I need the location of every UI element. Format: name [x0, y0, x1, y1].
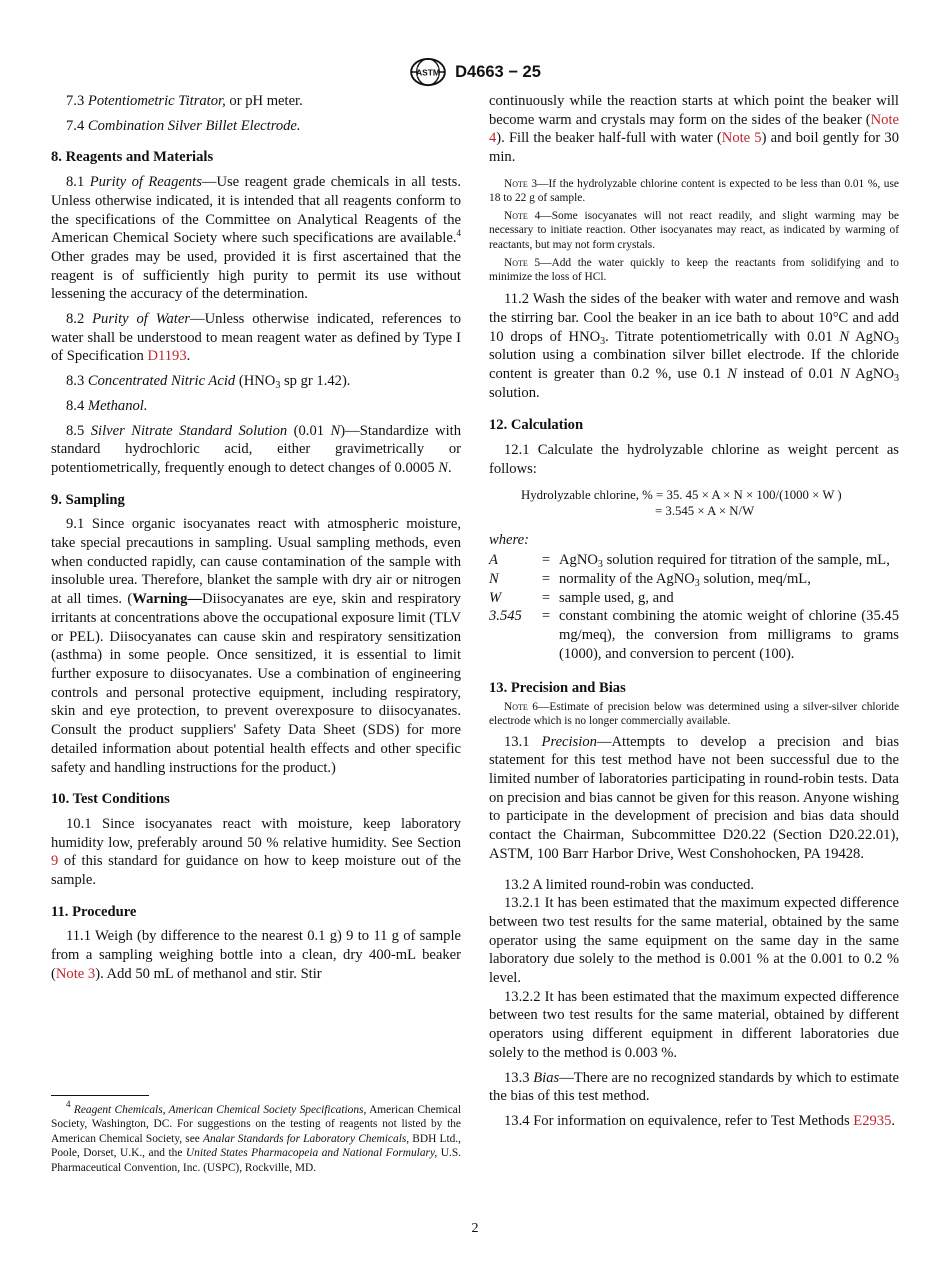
- para-13-1: 13.1 Precision—Attempts to develop a precision and bias statement for this test method have not been successful due to the limited number of laboratories participating in round-robin tests. Data on precision and bias cannot be given for this reason. Anyone wishing to participate in the development of precision and bias data should contact the Chairman, Subcommittee D20.22 (Section D20.22.01), ASTM, 100 Barr Harbor Drive, West Conshohocken, PA 19428.: [489, 733, 899, 862]
- para-13-2: 13.2 A limited round-robin was conducted.: [504, 876, 755, 893]
- definition-equals: =: [541, 608, 551, 625]
- para-12-1: 12.1 Calculate the hydrolyzable chlorine as weight percent as follows:: [489, 442, 899, 477]
- para-13-2-1: 13.2.1 It has been estimated that the maximum expected difference between two test results for the same material, obtained by the same operator using the same equipment on the same day in the same laboratory due solely to the method is 0.001 % at the 0.001 to 0.2 % level.: [489, 895, 899, 987]
- para-8-1: 8.1 Purity of Reagents—Use reagent grade chemicals in all tests. Unless otherwise indicated, it is intended that all reagents conform to the specifications of the Committee on Analytical Reagents of the American Chemical Society where such specifications are available.$^4$ Other grades may be used, provided it is first ascertained that the reagent is of sufficiently high purity to permit its use without lessening the accuracy of the determination.: [51, 174, 461, 303]
- section-heading-12: 12. Calculation: [489, 417, 584, 434]
- definition-text: constant combining the atomic weight of chlorine (35.45 mg/meq), the conversion from milligrams to grams (1000), and conversion to percent (100).: [559, 608, 899, 662]
- para-13-3: 13.3 Bias—There are no recognized standards by which to estimate the bias of this test method.: [489, 1069, 899, 1105]
- link-d1193[interactable]: D1193: [147, 348, 187, 365]
- para-9-1: 9.1 Since organic isocyanates react with atmospheric moisture, take special precautions in sampling. Usual sampling methods, even when conducted rapidly, can cause contamination of the sample with insoluble urea. Therefore, blanket the sample with dry air or nitrogen at all times. (Warning—Diisocyanates are eye, skin and respiratory irritants at concentrations above the occupational exposure limit (TLV or PEL). Diisocyanates can cause skin and respiratory sensitization (asthma) in some people. Once sensitized, it is essential to limit further exposure to diisocyanates. Use a combination of engineering controls and personal protective equipment, including respiratory, skin and eye protection, to prevent overexposure to diisocyanates. Consult the product suppliers' Safety Data Sheet (SDS) for more detailed information about potential health effects and other specific safety and handling instructions for the product.): [51, 516, 461, 776]
- para-11-1-continued: continuously while the reaction starts at which point the beaker will become warm and crystals may form on the sides of the beaker (Note 4). Fill the beaker half-full with water (Note 5) and boil gently for 30 min.: [489, 93, 899, 166]
- astm-logo-icon: [409, 57, 447, 87]
- para-11-1: 11.1 Weigh (by difference to the nearest 0.1 g) 9 to 11 g of sample from a sampling weighing bottle into a clean, dry 400-mL beaker (Note 3). Add 50 mL of methanol and stir. Stir: [51, 928, 461, 982]
- para-7-3: 7.3 Potentiometric Titrator, or pH meter.: [66, 93, 303, 109]
- definition-symbol: A: [489, 552, 498, 569]
- note-6: Note 6—Estimate of precision below was determined using a silver-silver chloride electrode which is no longer commercially available.: [489, 701, 900, 728]
- document-number: D4663 − 25: [455, 62, 541, 81]
- definition-equals: =: [541, 570, 551, 587]
- formula-line-1: Hydrolyzable chlorine, % = 35. 45 × A × N × 100/(1000 × W ): [521, 487, 842, 502]
- page-number: 2: [471, 1221, 479, 1236]
- svg-text:ASTM: ASTM: [416, 67, 441, 78]
- section-heading-13: 13. Precision and Bias: [489, 680, 626, 697]
- footnote-4: $^4$ Reagent Chemicals, American Chemical Society Specifications, American Chemical Society, Washington, DC. For suggestions on the testing of reagents not listed by the American Chemical Society, see Analar Standards for Laboratory Chemicals, BDH Ltd., Poole, Dorset, U.K., and the United States Pharmacopeia and National Formulary, U.S. Pharmaceutical Convention, Inc. (USPC), Rockville, MD.: [51, 1099, 462, 1174]
- definition-symbol: W: [489, 589, 502, 606]
- formula: [489, 487, 899, 519]
- definition-text: normality of the AgNO$_3$ solution, meq/mL,: [559, 570, 811, 589]
- left-column: [51, 92, 461, 990]
- link-note-5[interactable]: Note 5: [721, 130, 762, 147]
- para-8-3: 8.3 Concentrated Nitric Acid ($HNO_3$ sp gr 1.42).: [66, 373, 351, 392]
- definition-row: [489, 570, 899, 589]
- definition-symbol: N: [489, 570, 499, 587]
- right-column: [489, 92, 899, 1137]
- para-8-2: 8.2 Purity of Water—Unless otherwise indicated, references to water shall be understood to mean reagent water as defined by Type I of Specification D1193.: [51, 311, 461, 365]
- para-7-4: 7.4 Combination Silver Billet Electrode.: [66, 117, 301, 134]
- page-header: [0, 57, 950, 87]
- link-section-9[interactable]: 9: [51, 853, 59, 870]
- section-heading-11: 11. Procedure: [51, 903, 137, 920]
- para-13-4: 13.4 For information on equivalence, refer to Test Methods E2935.: [504, 1112, 896, 1129]
- para-8-5: 8.5 Silver Nitrate Standard Solution (0.01 N)—Standardize with standard hydrochloric acid, either gravimetrically or potentiometrically, frequently enough to detect changes of 0.0005 N.: [51, 422, 462, 476]
- note-5: Note 5—Add the water quickly to keep the reactants from solidifying and to minimize the loss of HCl.: [489, 256, 899, 284]
- para-10-1: 10.1 Since isocyanates react with moisture, keep laboratory humidity low, preferably around 50 % relative humidity. See Section 9 of this standard for guidance on how to keep moisture out of the sample.: [51, 815, 461, 889]
- link-note-4[interactable]: Note 4: [489, 111, 899, 147]
- section-heading-8: 8. Reagents and Materials: [51, 149, 214, 166]
- link-e2935[interactable]: E2935: [853, 1112, 892, 1129]
- definition-equals: =: [541, 589, 551, 606]
- section-heading-9: 9. Sampling: [51, 491, 125, 508]
- para-13-2-2: 13.2.2 It has been estimated that the maximum expected difference between two test results for the same material, obtained by different operators using different equipment in different laboratories due solely to the method is 0.003 %.: [489, 988, 899, 1061]
- definition-text: sample used, g, and: [559, 589, 674, 606]
- section-heading-10: 10. Test Conditions: [51, 791, 170, 808]
- variable-definitions: [489, 551, 899, 663]
- para-11-2: 11.2 Wash the sides of the beaker with water and remove and wash the stirring bar. Cool the beaker in an ice bath to about 10°C and add 10 drops of $HNO_3$. Titrate potentiometrically with 0.01 N AgNO$_3$ solution using a combination silver billet electrode. If the chloride content is greater than 0.2 %, use 0.1 N instead of 0.01 N AgNO$_3$ solution.: [489, 291, 899, 401]
- definition-symbol: 3.545: [489, 608, 522, 625]
- where-label: where:: [489, 531, 529, 548]
- definition-equals: =: [541, 552, 551, 569]
- link-note-3[interactable]: Note 3: [55, 965, 96, 982]
- note-3: Note 3—If the hydrolyzable chlorine content is expected to be less than 0.01 %, use 18 to 22 g of sample.: [489, 177, 899, 205]
- definition-text: AgNO$_3$ solution required for titration of the sample, mL,: [559, 552, 890, 571]
- para-8-4: 8.4 Methanol.: [66, 397, 148, 414]
- note-4: Note 4—Some isocyanates will not react readily, and slight warming may be necessary to initiate reaction. Other isocyanates may react, as indicated by warming of reactants, but may not form crystals.: [489, 210, 899, 251]
- footnote-divider: [51, 1095, 149, 1096]
- definition-row: [489, 551, 899, 570]
- formula-line-2: = 3.545 × A × N/W: [655, 503, 755, 518]
- definition-row: [489, 589, 899, 608]
- definition-row: [489, 607, 899, 663]
